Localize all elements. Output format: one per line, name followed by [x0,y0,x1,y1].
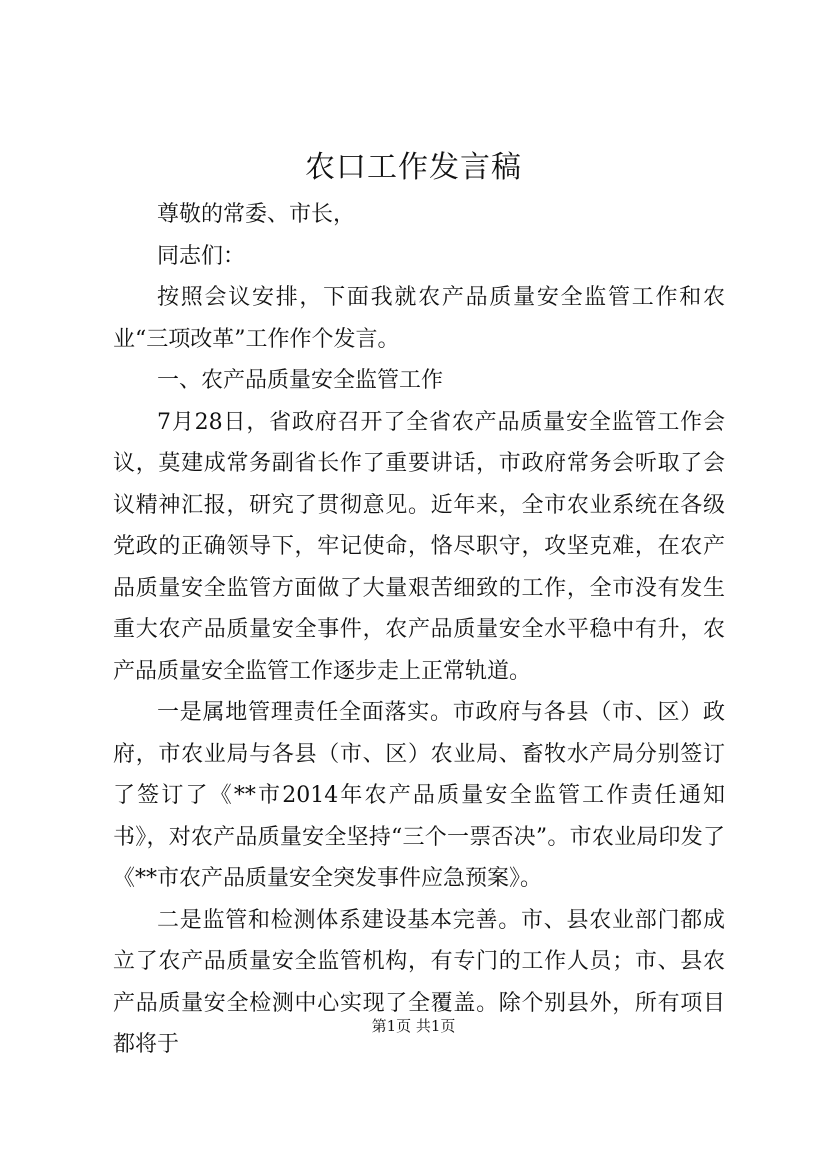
page-number-footer: 第1页 共1页 [371,1017,456,1035]
document-title: 农口工作发言稿 [305,150,522,185]
intro-paragraph: 按照会议安排，下面我就农产品质量安全监管工作和农业“三项改革”工作作个发言。 [113,285,725,352]
body-paragraph: 7月28日，省政府召开了全省农产品质量安全监管工作会议，莫建成常务副省长作了重要讲话，市政府常务会听取了会议精神汇报，研究了贯彻意见。近年来，全市农业系统在各级党政的正确领导下，牢记使命，恪尽职守，攻坚克难，在农产品质量安全监管方面做了大量艰苦细致的工作，全市没有发生重大农产品质量安全事件，农产品质量安全水平稳中有升，农产品质量安全监管工作逐步走上正常轨道。 [113,409,725,684]
body-paragraph: 一是属地管理责任全面落实。市政府与各县（市、区）政府，市农业局与各县（市、区）农业局、畜牧水产局分别签订了签订了《**市2014年农产品质量安全监管工作责任通知书》，对农产品质量安全坚持“三个一票否决”。市农业局印发了《**市农产品质量安全突发事件应急预案》。 [113,700,725,891]
body-paragraph: 二是监管和检测体系建设基本完善。市、县农业部门都成立了农产品质量安全监管机构，有专门的工作人员；市、县农产品质量安全检测中心实现了全覆盖。除个别县外，所有项目都将于 [113,907,725,1057]
greeting-line: 同志们： [157,243,246,269]
salutation-line: 尊敬的常委、市长， [157,202,356,227]
document-body [113,194,725,1066]
section-heading: 一、农产品质量安全监管工作 [157,368,444,393]
